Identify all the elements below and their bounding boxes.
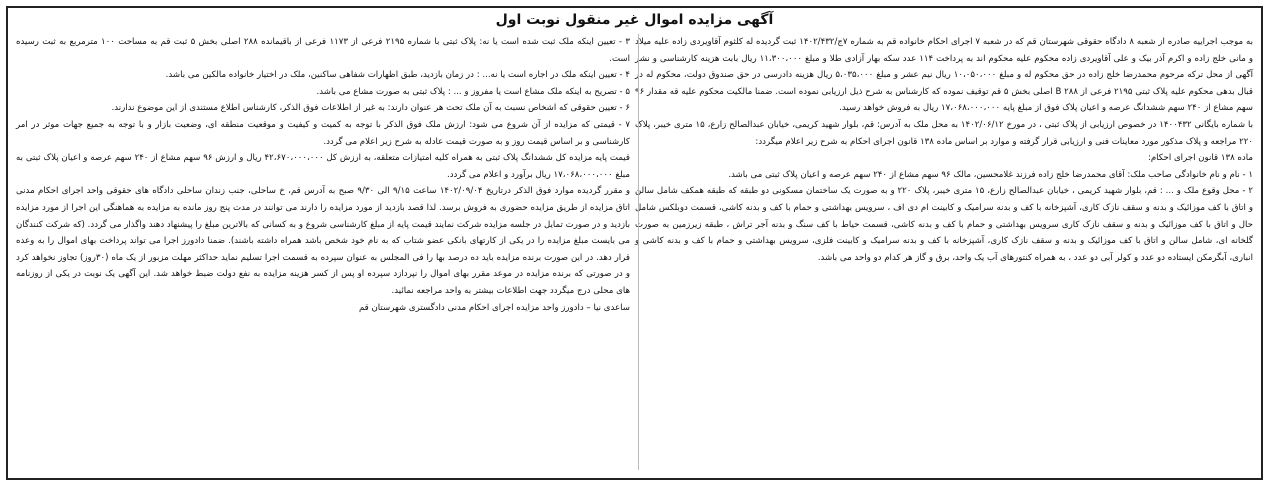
paragraph-item-3: ۳ - تعیین اینکه ملک ثبت شده است یا نه: پلاک ثبتی با شماره ۲۱۹۵ فرعی از ۱۱۷۳ فرعی از باقیمانده ۲۸۸ اصلی بخش ۵ ثبت قم به مساحت ۱۰۰ مترمربع به ثبت رسیده است. xyxy=(16,37,630,64)
notice-page xyxy=(6,6,1263,480)
paragraph-base-price: قیمت پایه مزایده کل ششدانگ پلاک ثبتی به همراه کلیه امتیازات متعلقه، به ارزش کل ۴۲،۶۷۰،۰۰۰،۰۰۰ ریال و ارزش ۹۶ سهم مشاع از ۲۴۰ سهم عرصه و اعیان پلاک ثبتی به مبلغ ۱۷،۰۶۸،۰۰۰،۰۰۰ ریال برآورد و اعلام می گردد. xyxy=(16,153,630,180)
signature: ساعدی نیا – دادورز واحد مزایده اجرای احکام مدنی دادگستری شهرستان قم xyxy=(358,302,630,313)
paragraph-article-138: ماده ۱۳۸ قانون اجرای احکام: xyxy=(1147,153,1253,164)
paragraph-item-5: ۵ - تصریح به اینکه ملک مشاع است یا مفروز و ... : پلاک ثبتی به صورت مشاع می باشد. xyxy=(316,86,630,97)
paragraph-auction-terms: و مقرر گردیده موارد فوق الذکر درتاریخ ۱۴۰۲/۰۹/۰۴ ساعت ۹/۱۵ الی ۹/۳۰ صبح به آدرس قم، خ ساحلی، جنب زندان ساحلی دادگاه های حقوقی واحد اجرای احکام مدنی اتاق مزایده از طریق مزایده حضوری به فروش برسد. لذا قصد بازدید از مورد مزایده را دارند می توانند در مدت پنج روز مانده به مزایده به هماهنگی این اجرا از مورد مزایده بازدید و در صورت تمایل در جلسه مزایده شرکت نمایند قیمت پایه از مبلغ کارشناسی شروع و به کسانی که بالاترین مبلغ را پیشنهاد دهند واگذار می گردد. (که شرکت کنندگان می بایست مبلغ مزایده را در یکی از کارتهای بانکی عضو شتاب که به نام خود شخص باشد همراه داشته باشند). ضمنا دادورز اجرا می تواند پرداخت بهای اموال را به وعده قرار دهد. در این صورت برنده مزایده باید ده درصد بها را فی المجلس به عنوان سپرده به قسمت اجرا تسلیم نماید حداکثر مهلت مزبور از یک ماه (۳۰روز) تجاوز نخواهد کرد و در صورتی که برنده مزایده در موعد مقرر بهای اموال را نپردازد سپرده او پس از کسر هزینه مزایده به نفع دولت ضبط خواهد شد. این آگهی یک نوبت در یکی از روزنامه های محلی درج میگردد جهت اطلاعات بیشتر به واحد مراجعه نمائید. xyxy=(16,186,631,296)
paragraph-item-2: ۲ - محل وقوع ملک و ... : قم، بلوار شهید کریمی ، خیابان عبدالصالح زارع، ۱۵ متری خیبر، پلاک ۲۲۰ و به صورت یک ساختمان مسکونی دو طبقه که طبقه همکف شامل سالن و اتاق با کف موزائیک و بدنه و سقف نازک کاری، آشپزخانه با کف و بدنه سرامیک و کابینت ام دی اف ، سرویس بهداشتی و حمام با کف و بدنه کاشی، قسمت دوبلکس شامل حال و اتاق با کف موزائیک و بدنه و سقف نازک کاری سرویس بهداشتی و حمام با کف و بدنه کاشی، قسمت حیاط با کف سنگ و بدنه آجر تراش ، طبقه زیرزمین به صورت گلخانه ای، شامل سالن و اتاق با کف موزائیک و بدنه و سقف نازک کاری، آشپزخانه با کف و بدنه سرامیک و کابینت فلزی، سرویس بهداشتی و حمام با کف و بدنه کاشی و انباری، آبگرمکن ایستاده دو عدد و کولر آبی دو عدد ، به همراه کنتورهای آب یک واحد، برق و گاز هر کدام دو واحد می باشد. xyxy=(635,186,1253,263)
paragraph-archive: با شماره بایگانی ۱۴۰۰۴۳۲ در خصوص ارزیابی از پلاک ثبتی ، در مورخ ۱۴۰۲/۰۶/۱۲ به محل ملک به آدرس: قم، بلوار شهید کریمی، خیابان عبدالصالح زارع، ۱۵ متری خیبر، پلاک ۲۲۰ مراجعه و پلاک مذکور مورد معاینات فنی و ارزیابی قرار گرفته و موارد بر اساس ماده ۱۳۸ قانون اجرای احکام به شرح زیر اعلام میگردد: xyxy=(635,119,1253,147)
column-divider xyxy=(638,34,639,470)
paragraph-item-7: ۷ - قیمتی که مزایده از آن شروع می شود: ارزش ملک فوق الذکر با توجه به کمیت و کیفیت و موقعیت منطقه ای، وضعیت بازار و با توجه به جمیع جهات موثر در امر کارشناسی و بر اساس قیمت روز و به صورت قیمت عادله به شرح زیر اعلام می گردد. xyxy=(16,119,630,147)
paragraph-item-1: ۱ - نام و نام خانوادگی صاحب ملک: آقای محمدرضا خلج زاده فرزند غلامحسین، مالک ۹۶ سهم مشاع از ۲۴۰ سهم عرصه و اعیان پلاک ثبتی می باشد. xyxy=(728,169,1253,180)
paragraph-item-6: ۶ - تعیین حقوقی که اشخاص نسبت به آن ملک تحت هر عنوان دارند: به غیر از اطلاعات فوق الذکر، کارشناس اطلاع مستندی از این موضوع ندارند. xyxy=(111,103,630,114)
right-column xyxy=(635,34,1253,266)
left-column xyxy=(16,34,630,316)
paragraph-intro: به موجب اجراییه صادره از شعبه ۸ دادگاه حقوقی شهرستان قم که در شعبه ۷ اجرای احکام خانواده قم به شماره ۷ج/۱۴۰۲/۴۳۲ ثبت گردیده له کلثوم آقاویردی زاده علیه میلاد و مانی خلج زاده و اکرم آذر بیک و علی آقاویردی زاده محکوم علیه محکوم اند به پرداخت ۱۱۴ عدد سکه بهار آزادی طلا و مبلغ ۱۱،۳۰۰،۰۰۰ ریال بابت هزینه کارشناسی و نشر آگهی از محل ترکه مرحوم محمدرضا خلج زاده در حق محکوم له و مبلغ ۱۰،۰۵۰،۰۰۰ ریال نیم عشر و مبلغ ۵،۰۳۵،۰۰۰ ریال هزینه دادرسی در حق صندوق دولت، محکوم له در قبال بدهی محکوم علیه پلاک ثبتی ۲۱۹۵ فرعی از ۲۸۸ B اصلی بخش ۵ قم توقیف نموده که کارشناس به شرح ذیل ارزیابی نموده است. ضمنا مالکیت محکوم علیه قه مقدار ۹۶ سهم مشاع از ۲۴۰ سهم ششدانگ عرصه و اعیان پلاک فوق از مبلغ پایه ۱۷،۰۶۸،۰۰۰،۰۰۰ ریال به فروش خواهد رسید. xyxy=(635,37,1254,114)
paragraph-item-4: ۴ - تعیین اینکه ملک در اجاره است یا نه... : در زمان بازدید، طبق اظهارات شفاهی ساکنین، ملک در اختیار خانواده مالکین می باشد. xyxy=(165,70,630,81)
notice-title: آگهی مزایده اموال غیر منقول نوبت اول xyxy=(495,12,774,28)
